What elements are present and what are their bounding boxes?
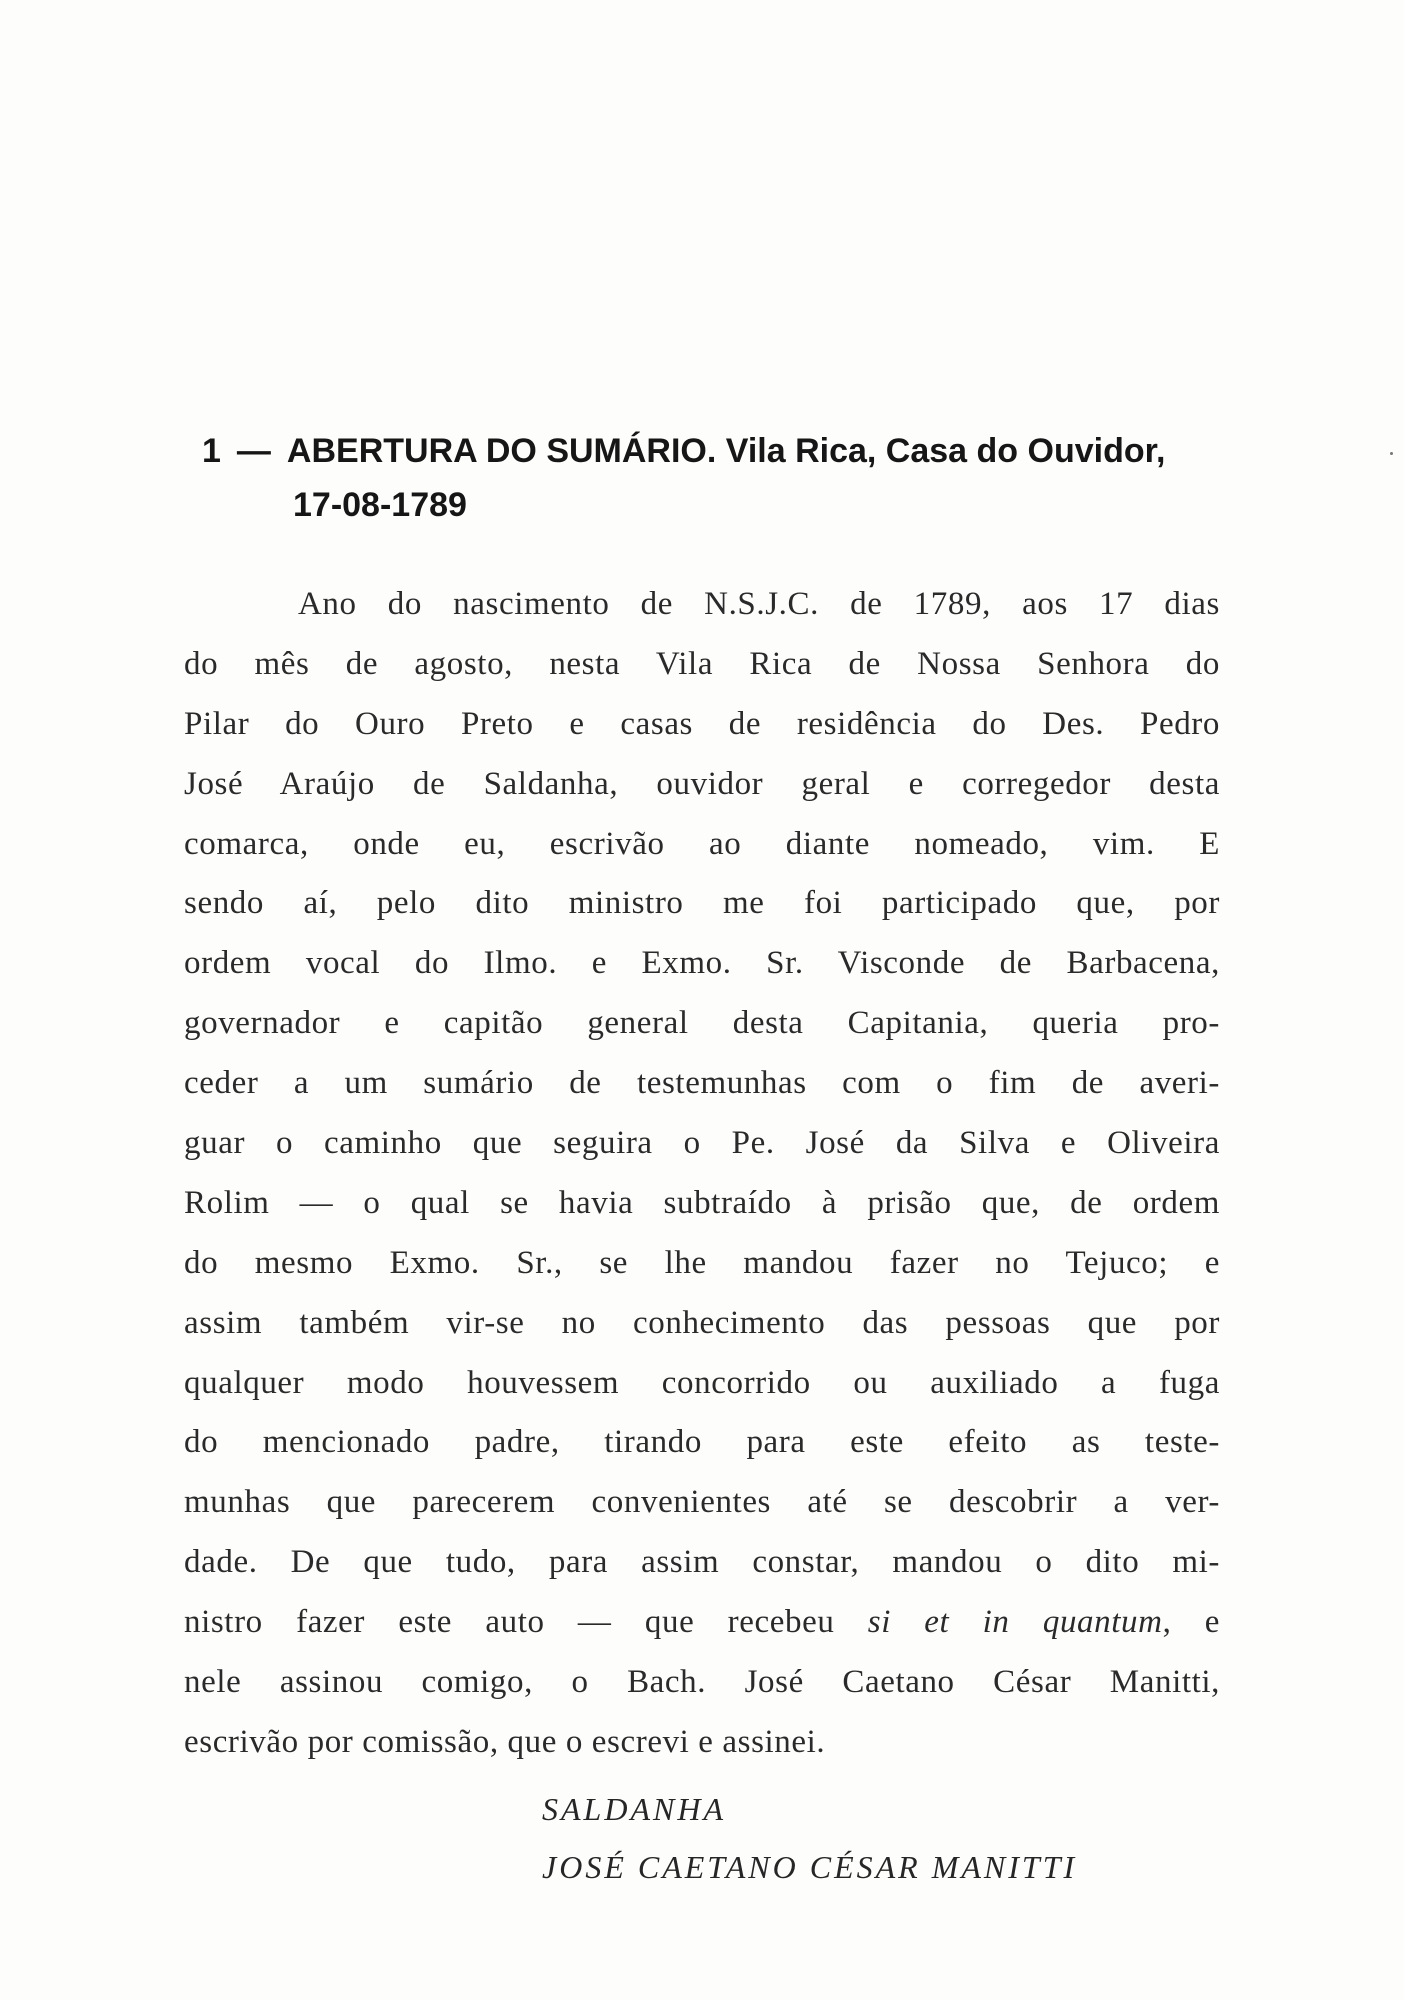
heading-dash: — <box>236 432 271 470</box>
body-line: guar o caminho que seguira o Pe. José da Silva e Oliveira <box>184 1125 1220 1162</box>
body-text-fragment: nistro fazer este auto — que recebeu <box>184 1604 868 1641</box>
section-heading <box>202 424 1242 532</box>
signature-manitti: JOSÉ CAETANO CÉSAR MANITTI <box>542 1849 1078 1885</box>
body-text-fragment: , e <box>1162 1604 1220 1641</box>
body-line-with-latin <box>184 1593 1220 1653</box>
body-line: comarca, onde eu, escrivão ao diante nomeado, vim. E <box>184 825 1220 862</box>
body-line: nele assinou comigo, o Bach. José Caetano César Manitti, <box>184 1664 1220 1701</box>
document-body <box>184 575 1220 1773</box>
body-line: Rolim — o qual se havia subtraído à prisão que, de ordem <box>184 1184 1220 1221</box>
body-line: ordem vocal do Ilmo. e Exmo. Sr. Visconde de Barbacena, <box>184 945 1220 982</box>
body-line: assim também vir-se no conhecimento das pessoas que por <box>184 1304 1220 1341</box>
signature-saldanha: SALDANHA <box>542 1791 726 1827</box>
body-line: do mesmo Exmo. Sr., se lhe mandou fazer no Tejuco; e <box>184 1244 1220 1281</box>
signature-block <box>542 1780 1077 1896</box>
section-date: 17-08-1789 <box>293 486 467 524</box>
body-line: Ano do nascimento de N.S.J.C. de 1789, aos 17 dias <box>298 586 1220 622</box>
body-line: qualquer modo houvessem concorrido ou auxiliado a fuga <box>184 1364 1220 1401</box>
body-line-final: escrivão por comissão, que o escrevi e assinei. <box>184 1723 826 1760</box>
body-line: José Araújo de Saldanha, ouvidor geral e corregedor desta <box>184 765 1220 802</box>
margin-speck <box>1390 452 1393 455</box>
body-line: dade. De que tudo, para assim constar, mandou o dito mi- <box>184 1544 1220 1581</box>
section-location: . Vila Rica, Casa do Ouvidor, <box>706 432 1166 470</box>
section-title: ABERTURA DO SUMÁRIO <box>286 432 707 470</box>
body-line: governador e capitão general desta Capitania, queria pro- <box>184 1005 1220 1042</box>
body-line: Pilar do Ouro Preto e casas de residência do Des. Pedro <box>184 705 1220 742</box>
body-line: do mencionado padre, tirando para este efeito as teste- <box>184 1424 1220 1461</box>
body-line: munhas que parecerem convenientes até se descobrir a ver- <box>184 1484 1220 1521</box>
latin-phrase: si et in quantum <box>867 1604 1163 1641</box>
section-number: 1 <box>202 432 221 470</box>
body-line: sendo aí, pelo dito ministro me foi participado que, por <box>184 885 1220 922</box>
body-line: ceder a um sumário de testemunhas com o fim de averi- <box>184 1065 1220 1102</box>
body-line: do mês de agosto, nesta Vila Rica de Nossa Senhora do <box>184 645 1220 682</box>
